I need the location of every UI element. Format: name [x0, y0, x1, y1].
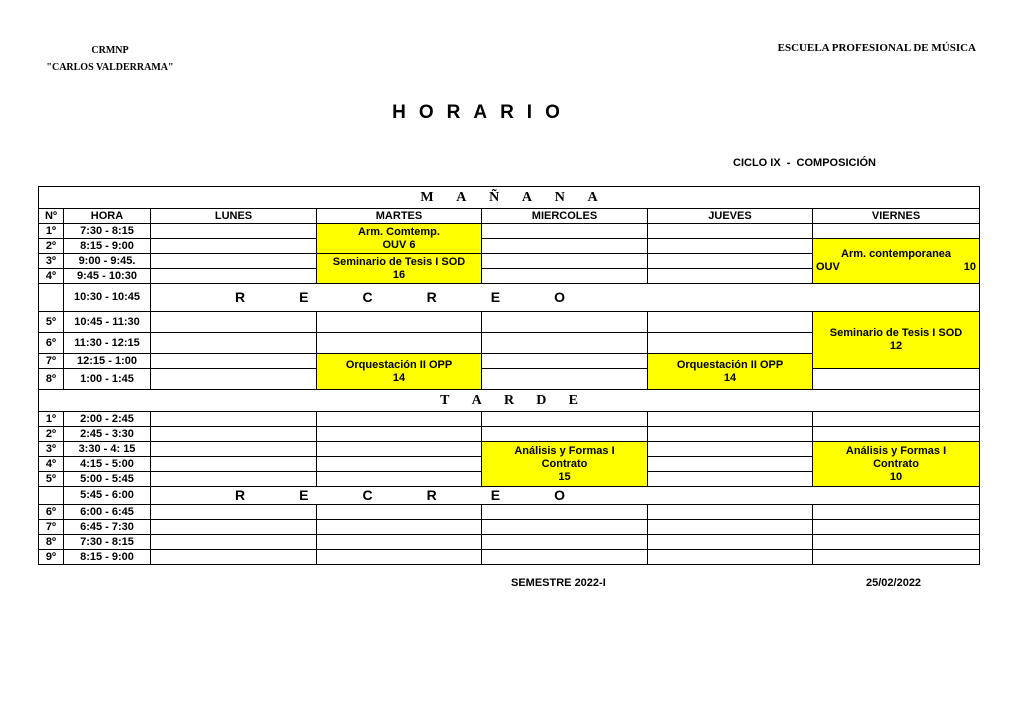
- row-num: 6º: [39, 333, 64, 354]
- cell-empty: [813, 550, 980, 565]
- row-num: 5º: [39, 472, 64, 487]
- row-num: 5º: [39, 312, 64, 333]
- row-hora: 10:45 - 11:30: [64, 312, 151, 333]
- class-seminario-tesis-tue: Seminario de Tesis I SOD 16: [317, 254, 482, 284]
- cell-empty: [151, 427, 317, 442]
- table-row: [39, 550, 980, 565]
- break-row: [39, 487, 980, 505]
- cell-empty: [317, 457, 482, 472]
- row-num: 1º: [39, 412, 64, 427]
- row-hora: 10:30 - 10:45: [64, 284, 151, 312]
- afternoon-section-title: T A R D E: [39, 390, 980, 412]
- cell-empty: [482, 427, 648, 442]
- col-header-jueves: JUEVES: [648, 209, 813, 224]
- cell-empty: [151, 412, 317, 427]
- cell-empty: [482, 412, 648, 427]
- table-row: [39, 224, 980, 239]
- row-hora: 6:00 - 6:45: [64, 505, 151, 520]
- recreo-label: R E C R E O: [151, 487, 980, 505]
- row-num: 9º: [39, 550, 64, 565]
- cell-empty: [813, 427, 980, 442]
- table-row: [39, 505, 980, 520]
- cell-empty: [151, 520, 317, 535]
- cell-empty: [482, 550, 648, 565]
- page-title: HORARIO: [392, 102, 573, 123]
- cell-empty: [648, 333, 813, 354]
- cell-empty: [482, 520, 648, 535]
- cell-empty: [317, 550, 482, 565]
- col-header-num: Nº: [39, 209, 64, 224]
- col-header-miercoles: MIERCOLES: [482, 209, 648, 224]
- row-hora: 9:00 - 9:45.: [64, 254, 151, 269]
- row-hora: 2:45 - 3:30: [64, 427, 151, 442]
- row-num: 8º: [39, 535, 64, 550]
- col-header-martes: MARTES: [317, 209, 482, 224]
- row-num: 3º: [39, 442, 64, 457]
- row-hora: 6:45 - 7:30: [64, 520, 151, 535]
- schedule-table: [38, 186, 980, 565]
- cell-empty: [317, 472, 482, 487]
- cell-empty: [151, 269, 317, 284]
- cell-empty: [317, 535, 482, 550]
- col-header-lunes: LUNES: [151, 209, 317, 224]
- row-hora: 12:15 - 1:00: [64, 354, 151, 369]
- row-hora: 9:45 - 10:30: [64, 269, 151, 284]
- institution-line1: CRMNP: [91, 45, 129, 56]
- row-hora: 2:00 - 2:45: [64, 412, 151, 427]
- morning-section-title: M A Ñ A N A: [39, 187, 980, 209]
- row-num: 4º: [39, 269, 64, 284]
- row-hora: 8:15 - 9:00: [64, 239, 151, 254]
- morning-section-row: [39, 187, 980, 209]
- cell-empty: [317, 412, 482, 427]
- class-orquestacion-thu: Orquestación II OPP 14: [648, 354, 813, 390]
- cell-empty: [648, 535, 813, 550]
- cell-empty: [151, 550, 317, 565]
- row-num: 3º: [39, 254, 64, 269]
- cell-empty: [482, 369, 648, 390]
- cell-empty: [813, 369, 980, 390]
- table-row: [39, 427, 980, 442]
- cell-empty: [813, 535, 980, 550]
- cell-empty: [648, 472, 813, 487]
- recreo-label: R E C R E O: [151, 284, 980, 312]
- semester-label: SEMESTRE 2022-I: [511, 577, 606, 589]
- col-header-viernes: VIERNES: [813, 209, 980, 224]
- row-hora: 5:00 - 5:45: [64, 472, 151, 487]
- row-num: 7º: [39, 354, 64, 369]
- cell-empty: [317, 333, 482, 354]
- cell-empty: [482, 505, 648, 520]
- cell-empty: [648, 457, 813, 472]
- cell-empty: [151, 224, 317, 239]
- row-num: 1º: [39, 224, 64, 239]
- cell-empty: [482, 239, 648, 254]
- cell-empty: [151, 239, 317, 254]
- row-num: 2º: [39, 427, 64, 442]
- cell-empty: [151, 442, 317, 457]
- cell-empty: [317, 312, 482, 333]
- cell-empty: [648, 505, 813, 520]
- row-num: 7º: [39, 520, 64, 535]
- cell-empty: [482, 254, 648, 269]
- table-row: [39, 312, 980, 333]
- cell-empty: [151, 354, 317, 369]
- row-num: [39, 487, 64, 505]
- cell-empty: [648, 312, 813, 333]
- class-analisis-formas-wed: Análisis y Formas I Contrato 15: [482, 442, 648, 487]
- table-row: [39, 520, 980, 535]
- column-header-row: [39, 209, 980, 224]
- cell-empty: [648, 520, 813, 535]
- row-num: 6º: [39, 505, 64, 520]
- row-hora: 7:30 - 8:15: [64, 535, 151, 550]
- afternoon-section-row: [39, 390, 980, 412]
- class-arm-contemporanea-fri: Arm. contemporanea OUV 10: [813, 239, 980, 284]
- cell-empty: [648, 269, 813, 284]
- date-label: 25/02/2022: [866, 577, 922, 589]
- cell-empty: [151, 254, 317, 269]
- row-hora: 11:30 - 12:15: [64, 333, 151, 354]
- row-hora: 4:15 - 5:00: [64, 457, 151, 472]
- cell-empty: [482, 333, 648, 354]
- cell-empty: [813, 520, 980, 535]
- class-orquestacion-tue: Orquestación II OPP 14: [317, 354, 482, 390]
- row-num: 4º: [39, 457, 64, 472]
- cell-empty: [648, 427, 813, 442]
- cell-empty: [648, 442, 813, 457]
- row-hora: 3:30 - 4: 15: [64, 442, 151, 457]
- cell-empty: [482, 354, 648, 369]
- cell-empty: [648, 224, 813, 239]
- row-num: 2º: [39, 239, 64, 254]
- row-num: 8º: [39, 369, 64, 390]
- cell-empty: [317, 442, 482, 457]
- cell-empty: [317, 520, 482, 535]
- cell-empty: [151, 505, 317, 520]
- cell-empty: [317, 427, 482, 442]
- cell-empty: [482, 224, 648, 239]
- cell-empty: [648, 254, 813, 269]
- cell-empty: [482, 269, 648, 284]
- cell-empty: [482, 312, 648, 333]
- class-arm-comtemp-tue: Arm. Comtemp. OUV 6: [317, 224, 482, 254]
- cell-empty: [813, 505, 980, 520]
- row-hora: 8:15 - 9:00: [64, 550, 151, 565]
- row-hora: 5:45 - 6:00: [64, 487, 151, 505]
- table-row: [39, 369, 980, 390]
- cell-empty: [151, 472, 317, 487]
- col-header-hora: HORA: [64, 209, 151, 224]
- row-num: [39, 284, 64, 312]
- cell-empty: [813, 412, 980, 427]
- row-hora: 1:00 - 1:45: [64, 369, 151, 390]
- row-hora: 7:30 - 8:15: [64, 224, 151, 239]
- school-name: ESCUELA PROFESIONAL DE MÚSICA: [777, 42, 976, 54]
- class-seminario-tesis-fri: Seminario de Tesis I SOD 12: [813, 312, 980, 369]
- cell-empty: [151, 312, 317, 333]
- table-row: [39, 239, 980, 254]
- cell-empty: [151, 535, 317, 550]
- cell-empty: [151, 369, 317, 390]
- institution-line2: "CARLOS VALDERRAMA": [46, 62, 174, 73]
- cycle-label: CICLO IX - COMPOSICIÓN: [733, 157, 877, 169]
- institution-header: [40, 42, 180, 76]
- cell-empty: [813, 224, 980, 239]
- table-row: [39, 442, 980, 457]
- cell-empty: [648, 239, 813, 254]
- table-row: [39, 535, 980, 550]
- cell-empty: [482, 535, 648, 550]
- cell-empty: [648, 412, 813, 427]
- cell-empty: [317, 505, 482, 520]
- cell-empty: [151, 333, 317, 354]
- cell-empty: [151, 457, 317, 472]
- class-analisis-formas-fri: Análisis y Formas I Contrato 10: [813, 442, 980, 487]
- cell-empty: [648, 550, 813, 565]
- table-row: [39, 412, 980, 427]
- break-row: [39, 284, 980, 312]
